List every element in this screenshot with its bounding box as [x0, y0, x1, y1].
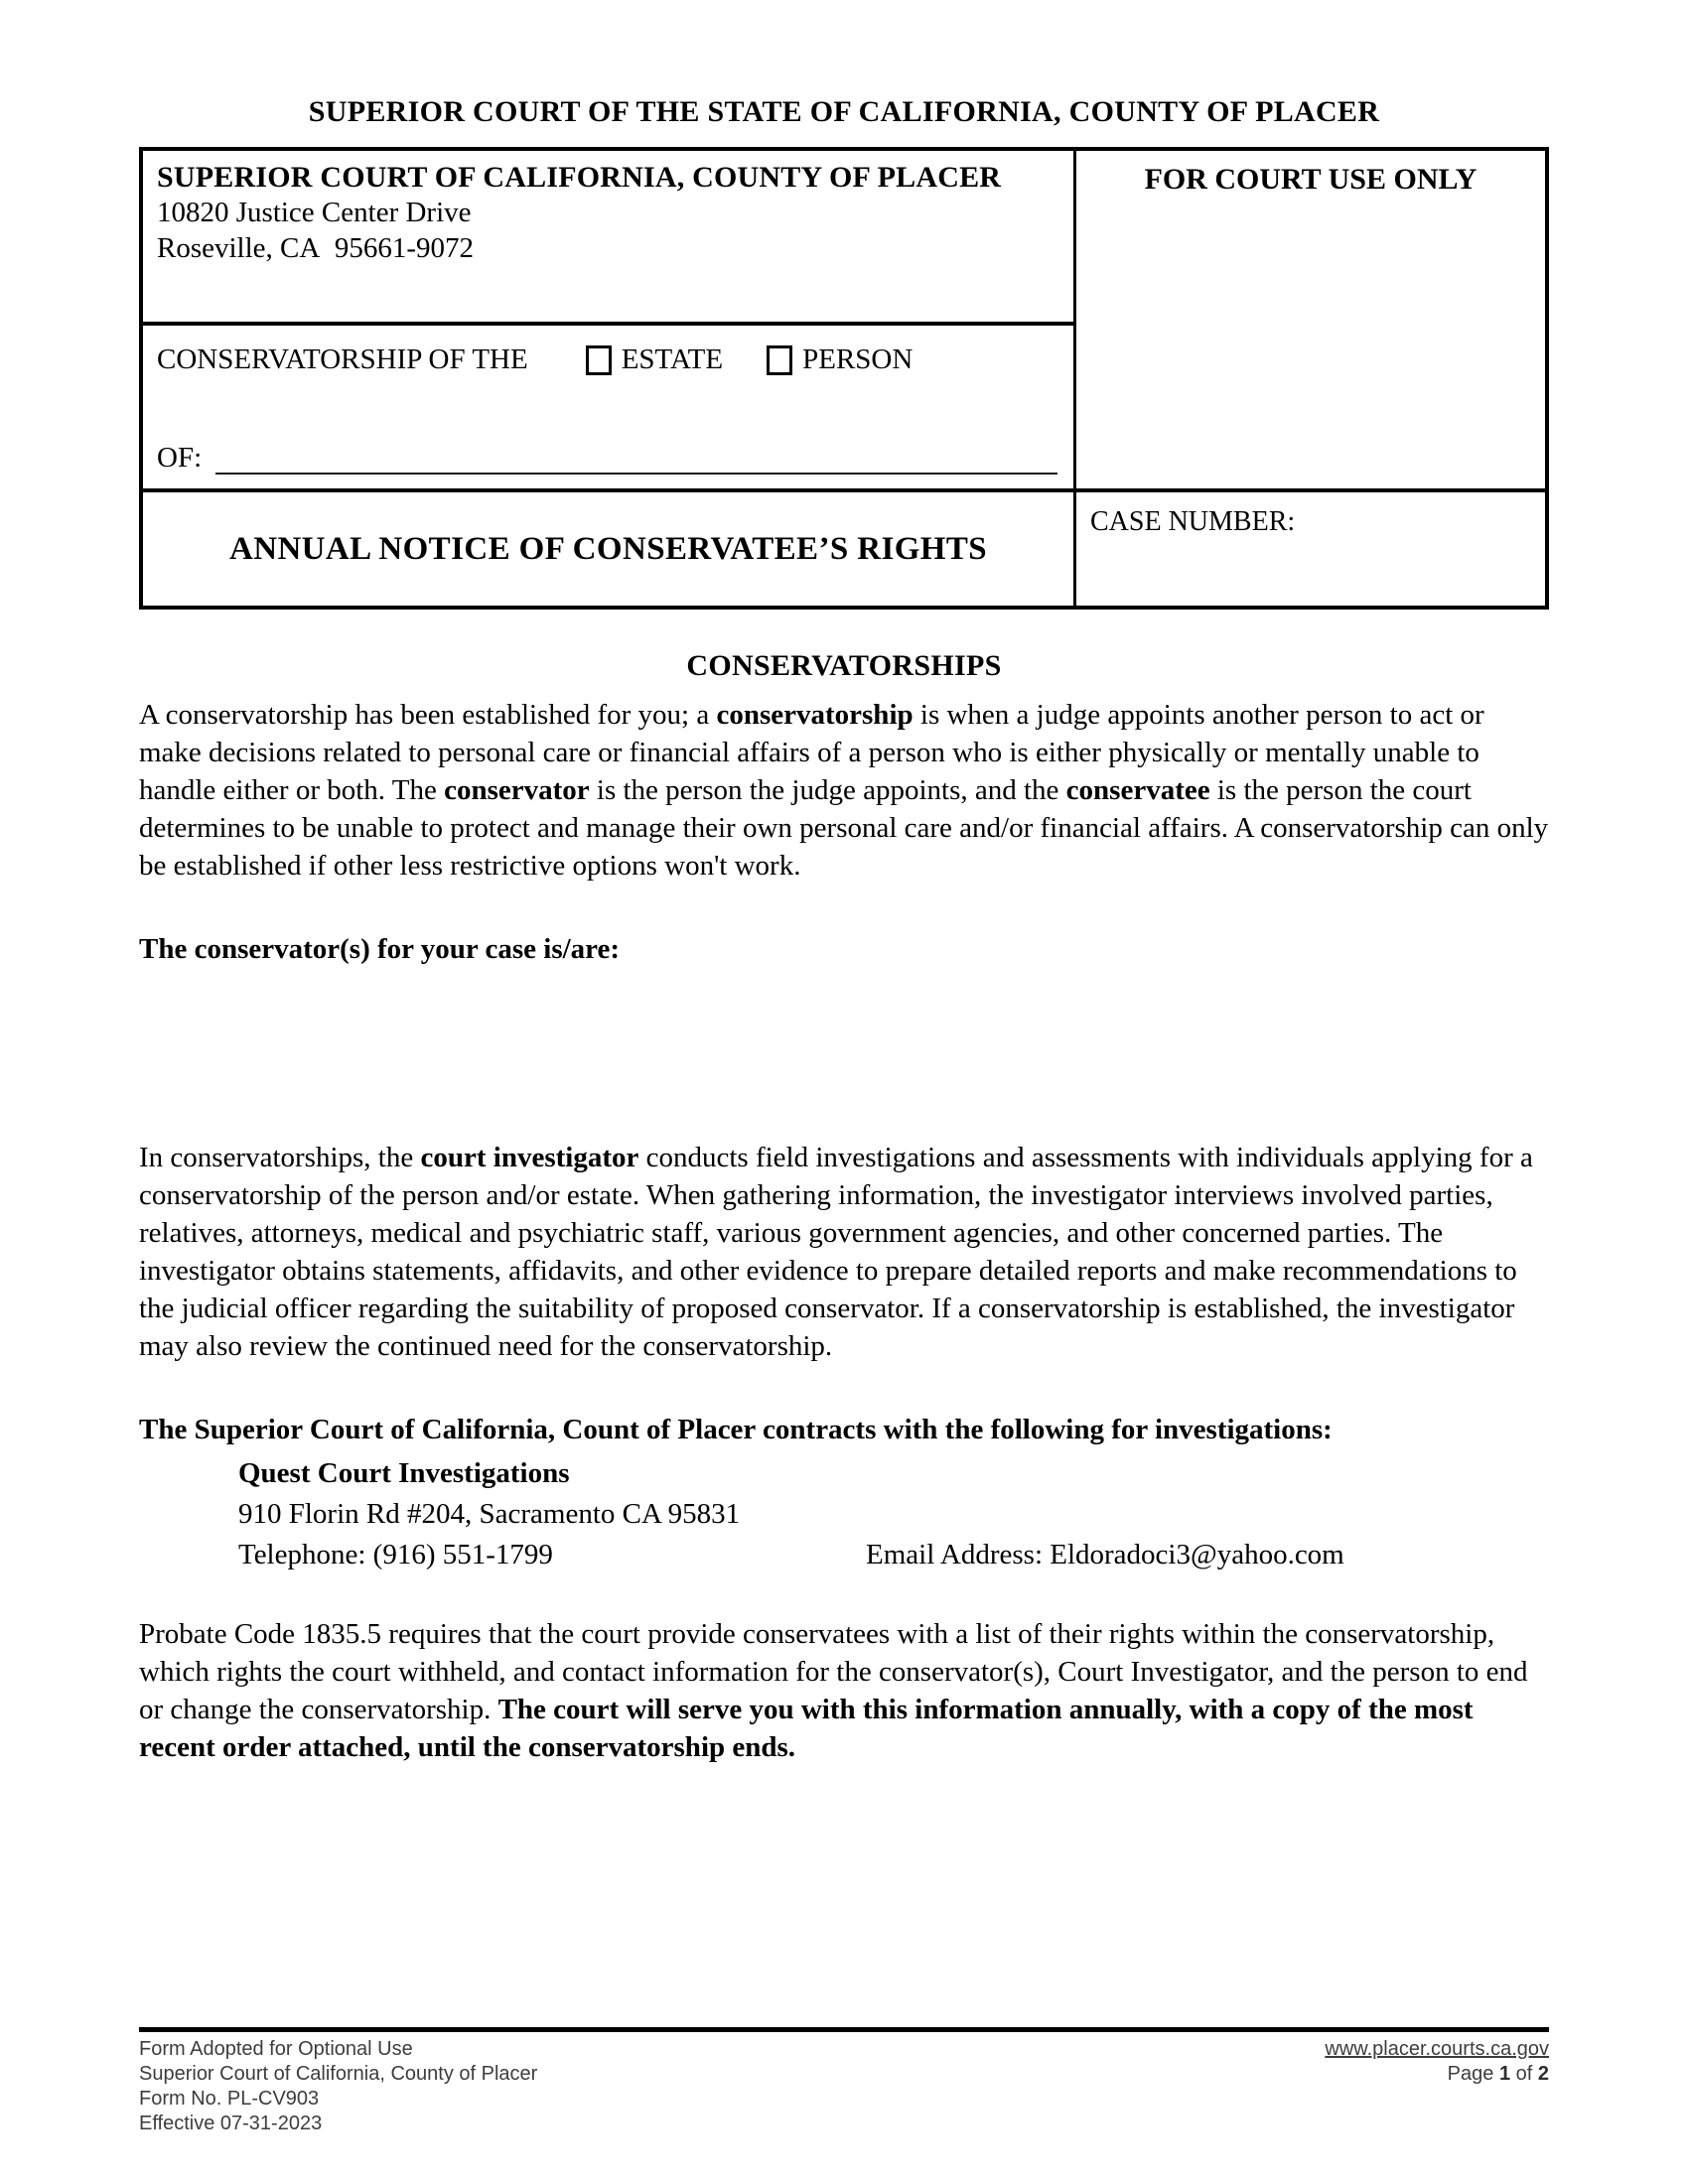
page-of-word: of	[1515, 2063, 1533, 2085]
paragraph-conservatorship-definition: A conservatorship has been established for you; a conservatorship is when a judge appoints another person to act or make decisions related to personal care or financial affairs of a person who is either physically or mentally unable to handle either or both. The conservator is the person the judge appoints, and the conservatee is the person the court determines to be unable to protect and manage their own personal care and/or financial affairs. A conservatorship can only be established if other less restrictive options won't work.	[139, 699, 1549, 882]
footer-page-info	[1325, 2037, 1549, 2136]
for-court-use-label: FOR COURT USE ONLY	[1144, 163, 1477, 196]
page-word: Page	[1447, 2063, 1494, 2085]
estate-checkbox-label: ESTATE	[621, 343, 724, 375]
conservator-list-label: The conservator(s) for your case is/are:	[139, 933, 621, 965]
section-heading-conservatorships: CONSERVATORSHIPS	[686, 649, 1002, 682]
investigator-address: 910 Florin Rd #204, Sacramento CA 95831	[238, 1498, 741, 1530]
for-court-use-cell	[1076, 151, 1545, 492]
conservatorship-of-the-label: CONSERVATORSHIP OF THE	[157, 343, 528, 375]
footer-form-info	[139, 2037, 537, 2136]
case-number-cell[interactable]	[1076, 492, 1545, 606]
case-number-label: CASE NUMBER:	[1090, 506, 1296, 537]
of-label: OF:	[157, 442, 203, 474]
document-header-title: SUPERIOR COURT OF THE STATE OF CALIFORNIA, COUNTY OF PLACER	[308, 95, 1380, 128]
estate-checkbox[interactable]	[586, 345, 612, 375]
form-title-cell	[143, 492, 1076, 606]
investigator-telephone: Telephone: (916) 551-1799	[238, 1539, 553, 1570]
footer-line-adopted: Form Adopted for Optional Use	[139, 2038, 413, 2060]
conservatee-name-field[interactable]	[215, 443, 1057, 475]
court-address-line2: Roseville, CA 95661-9072	[157, 232, 474, 264]
contracts-statement: The Superior Court of California, Count of Placer contracts with the following for investigations:	[139, 1414, 1333, 1445]
person-checkbox[interactable]	[767, 345, 792, 375]
page-number-line	[1325, 2062, 1549, 2087]
person-checkbox-label: PERSON	[802, 343, 914, 375]
paragraph-probate-code: Probate Code 1835.5 requires that the court provide conservatees with a list of their rights within the conservatorship, which rights the court withheld, and contact information for the conservator(s), Court Investigator, and the person to end or change the conservatorship. The court will serve you with this information annually, with a copy of the most recent order attached, until the conservatorship ends.	[139, 1618, 1528, 1763]
form-title: ANNUAL NOTICE OF CONSERVATEE’S RIGHTS	[228, 530, 988, 567]
form-footer	[139, 2027, 1549, 2136]
footer-line-effective: Effective 07-31-2023	[139, 2113, 323, 2134]
paragraph-court-investigator: In conservatorships, the court investigator conducts field investigations and assessments with individuals applying for a conservatorship of the person and/or estate. When gathering information, the investigator interviews involved parties, relatives, attorneys, medical and psychiatric staff, various government agencies, and other concerned parties. The investigator obtains statements, affidavits, and other evidence to prepare detailed reports and make recommendations to the judicial officer regarding the suitability of proposed conservator. If a conservatorship is established, the investigator may also review the continued need for the conservatorship.	[139, 1142, 1533, 1362]
case-caption-table	[139, 147, 1549, 610]
page-total: 2	[1537, 2063, 1549, 2085]
footer-line-form-no: Form No. PL-CV903	[139, 2088, 320, 2110]
investigator-contact-block	[238, 1453, 1529, 1575]
court-name: SUPERIOR COURT OF CALIFORNIA, COUNTY OF PLACER	[157, 161, 1002, 194]
investigator-email: Email Address: Eldoradoci3@yahoo.com	[866, 1539, 1344, 1570]
investigator-name: Quest Court Investigations	[238, 1457, 570, 1489]
court-address-cell	[143, 151, 1076, 326]
page-current: 1	[1498, 2063, 1511, 2085]
court-website-link[interactable]: www.placer.courts.ca.gov	[1325, 2038, 1549, 2060]
court-address-line1: 10820 Justice Center Drive	[157, 197, 472, 228]
footer-line-court: Superior Court of California, County of Placer	[139, 2063, 538, 2085]
conservatorship-cell	[143, 326, 1076, 492]
